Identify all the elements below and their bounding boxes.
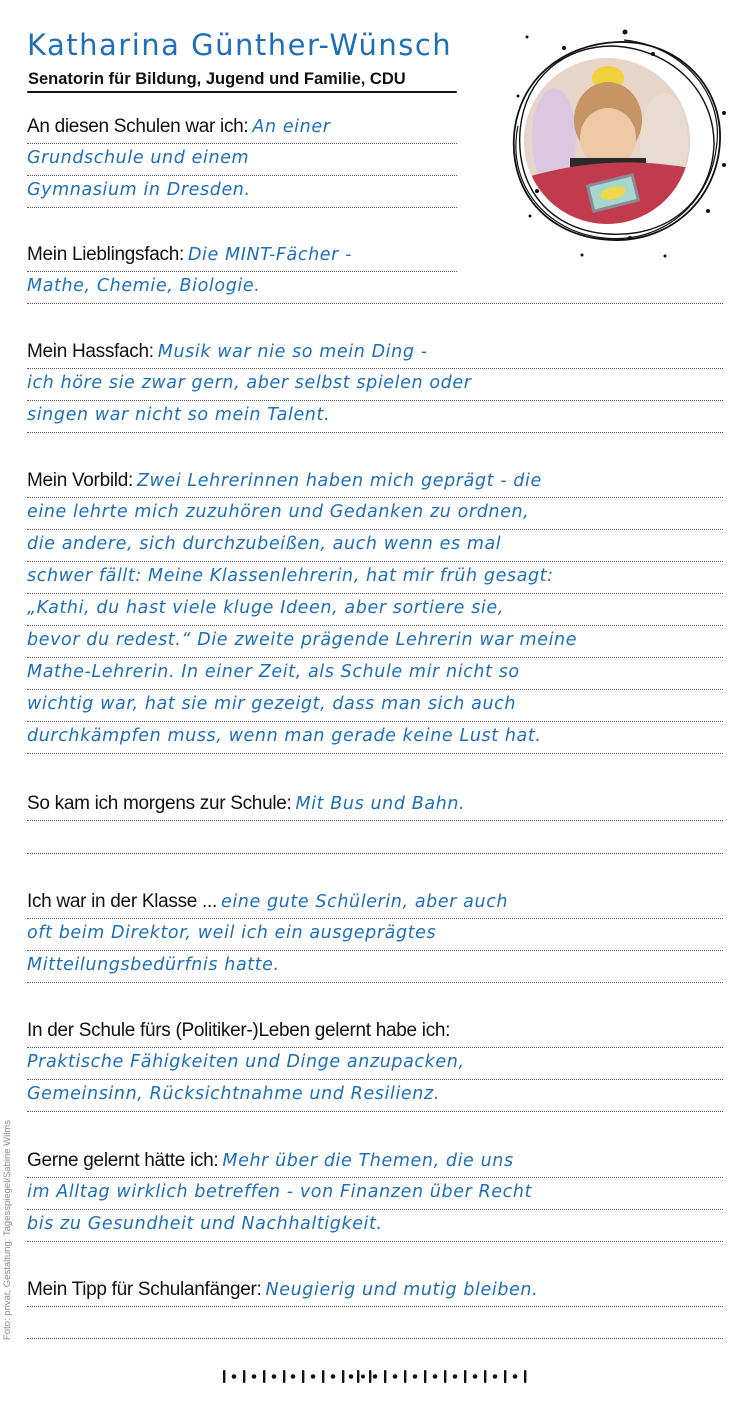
answer-line <box>27 239 457 272</box>
question-label: Mein Lieblingsfach: <box>27 244 184 265</box>
answer-line <box>27 368 723 401</box>
answer-text: Mathe-Lehrerin. In einer Zeit, als Schule mir nicht so <box>27 662 520 682</box>
answer-text: Praktische Fähigkeiten und Dinge anzupacken, <box>27 1052 465 1072</box>
answer-text: Musik war nie so mein Ding - <box>157 342 428 362</box>
answer-line <box>27 1145 723 1178</box>
question-label: An diesen Schulen war ich: <box>27 116 249 137</box>
person-role: Senatorin für Bildung, Jugend und Familie, CDU <box>28 70 406 88</box>
person-name: Katharina Günther-Wünsch <box>27 28 453 62</box>
question-label: Ich war in der Klasse ... <box>27 891 217 912</box>
answer-line <box>27 497 723 530</box>
answer-line <box>27 788 723 821</box>
doodle-circle-frame <box>500 28 740 258</box>
title-underline <box>27 91 457 93</box>
answer-line <box>27 1177 723 1210</box>
portrait-frame <box>500 28 740 258</box>
answer-line <box>27 821 723 854</box>
answer-line <box>27 529 723 562</box>
answer-line <box>27 400 723 433</box>
question-label: Mein Tipp für Schulanfänger: <box>27 1279 262 1300</box>
answer-text: durchkämpfen muss, wenn man gerade keine Lust hat. <box>27 726 542 746</box>
answer-text: An einer <box>252 117 331 137</box>
answer-text: bevor du redest.“ Die zweite prägende Lehrerin war meine <box>27 630 578 650</box>
answer-line <box>27 1047 723 1080</box>
answer-text: Mit Bus und Bahn. <box>295 794 466 814</box>
decorative-divider <box>222 1367 532 1387</box>
answer-line <box>27 950 723 983</box>
answer-line <box>27 336 723 369</box>
answer-line <box>27 689 723 722</box>
answer-text: Mathe, Chemie, Biologie. <box>27 276 261 296</box>
question-label: Mein Vorbild: <box>27 470 133 491</box>
answer-text: Mehr über die Themen, die uns <box>222 1151 514 1171</box>
answer-line <box>27 1209 723 1242</box>
answer-line <box>27 143 457 176</box>
photo-credit: Foto: privat, Gestaltung: Tagesspiegel/Sabine Wilms <box>2 1119 13 1340</box>
answer-line <box>27 886 723 919</box>
question-label: In der Schule fürs (Politiker-)Leben gelernt habe ich: <box>27 1020 451 1041</box>
question-label: Gerne gelernt hätte ich: <box>27 1150 219 1171</box>
answer-text: eine gute Schülerin, aber auch <box>220 892 509 912</box>
answer-text: im Alltag wirklich betreffen - von Finanzen über Recht <box>27 1182 533 1202</box>
answer-line <box>27 1306 723 1339</box>
answer-text: Neugierig und mutig bleiben. <box>265 1280 539 1300</box>
answer-text: wichtig war, hat sie mir gezeigt, dass man sich auch <box>27 694 517 714</box>
answer-text: schwer fällt: Meine Klassenlehrerin, hat mir früh gesagt: <box>27 566 554 586</box>
answer-line <box>27 561 723 594</box>
answer-text: Zwei Lehrerinnen haben mich geprägt - die <box>136 471 542 491</box>
answer-line <box>27 625 723 658</box>
answer-line <box>27 1015 723 1048</box>
answer-line <box>27 918 723 951</box>
answer-text: ich höre sie zwar gern, aber selbst spielen oder <box>27 373 472 393</box>
answer-text: oft beim Direktor, weil ich ein ausgeprägtes <box>27 923 437 943</box>
answer-text: singen war nicht so mein Talent. <box>27 405 331 425</box>
answer-text: Gymnasium in Dresden. <box>27 180 251 200</box>
answer-text: Die MINT-Fächer - <box>187 245 353 265</box>
answer-line <box>27 657 723 690</box>
answer-text: bis zu Gesundheit und Nachhaltigkeit. <box>27 1214 383 1234</box>
answer-line <box>27 175 457 208</box>
answer-line <box>27 111 457 144</box>
answer-text: Grundschule und einem <box>27 148 250 168</box>
answer-line <box>27 1079 723 1112</box>
answer-line <box>27 271 723 304</box>
answer-text: die andere, sich durchzubeißen, auch wenn es mal <box>27 534 502 554</box>
answer-text: Mitteilungsbedürfnis hatte. <box>27 955 280 975</box>
question-label: Mein Hassfach: <box>27 341 154 362</box>
answer-text: eine lehrte mich zuzuhören und Gedanken zu ordnen, <box>27 502 530 522</box>
question-label: So kam ich morgens zur Schule: <box>27 793 292 814</box>
answer-line <box>27 1274 723 1307</box>
answer-line <box>27 465 723 498</box>
answer-line <box>27 593 723 626</box>
answer-text: „Kathi, du hast viele kluge Ideen, aber sortiere sie, <box>27 598 504 618</box>
answer-text: Gemeinsinn, Rücksichtnahme und Resilienz. <box>27 1084 440 1104</box>
answer-line <box>27 721 723 754</box>
